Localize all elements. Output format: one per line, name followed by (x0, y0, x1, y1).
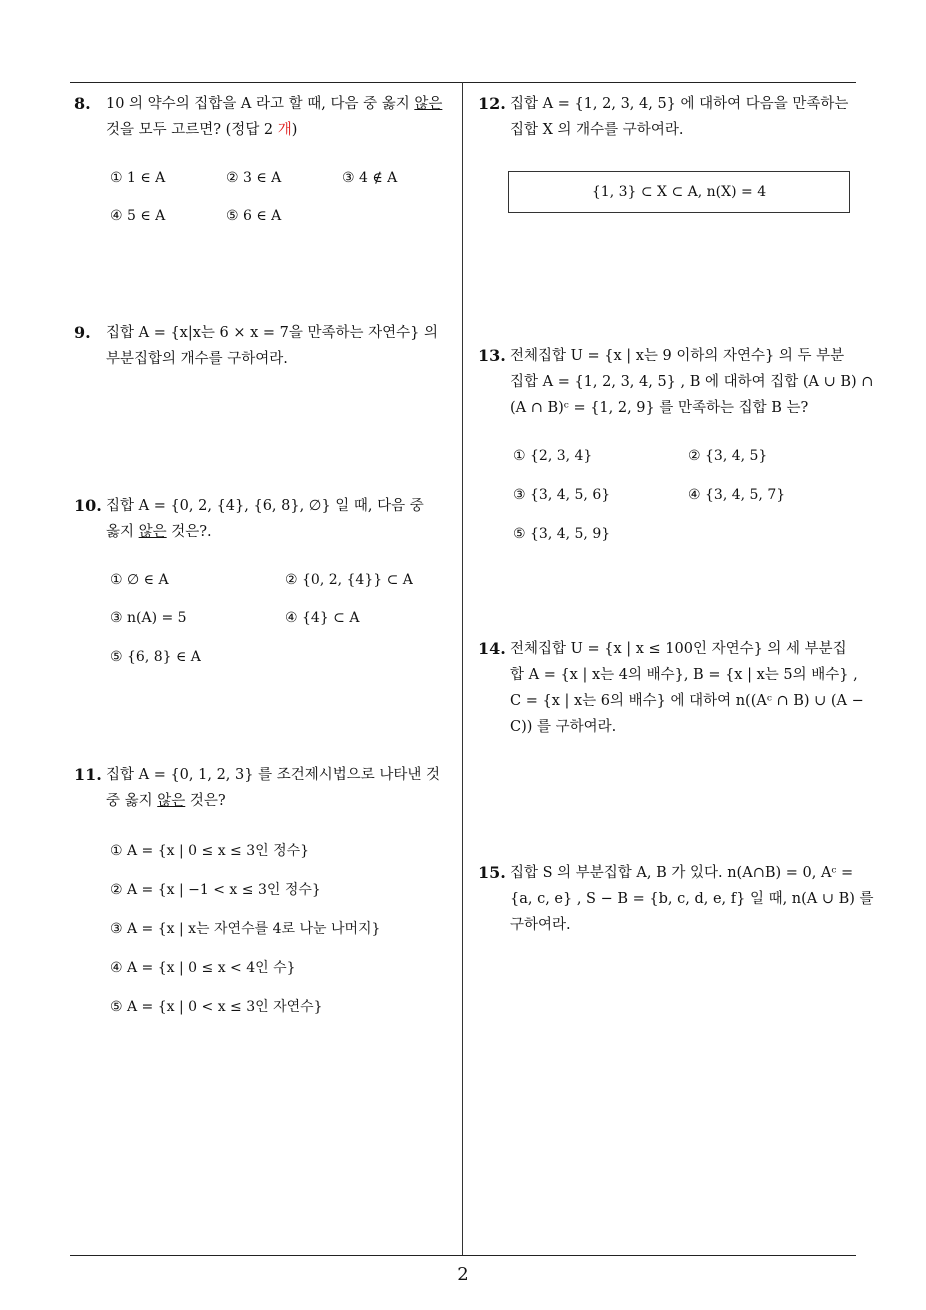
question-stem: 집합 A = {0, 1, 2, 3} 를 조건제시법으로 나타낸 것 중 옳지 않은 것은? (106, 767, 440, 809)
question-stem: 집합 A = {x|x는 6 × x = 7을 만족하는 자연수} 의 부분집합의 개수를 구하여라. (106, 325, 439, 367)
option[interactable]: ① {2, 3, 4} (513, 448, 593, 464)
option[interactable]: ⑤ {6, 8} ∈ A (110, 649, 201, 665)
question-number: 13. (478, 346, 506, 365)
question-stem: 전체집합 U = {x | x는 9 이하의 자연수} 의 두 부분 집합 A = {1, 2, 3, 4, 5} , B 에 대하여 집합 (A ∪ B) ∩ (A ∩ B)ᶜ = {1, 2, 9} 를 만족하는 집합 B 는? (510, 348, 874, 416)
option[interactable]: ② 3 ∈ A (226, 170, 282, 186)
question-13 (478, 343, 874, 421)
top-rule (70, 82, 856, 83)
option[interactable]: ⑤ 6 ∈ A (226, 208, 282, 224)
question-8 (74, 91, 460, 143)
option[interactable]: ① ∅ ∈ A (110, 572, 169, 588)
column-divider (462, 82, 463, 1256)
question-stem: 집합 S 의 부분집합 A, B 가 있다. n(A∩B) = 0, Aᶜ = {a, c, e} , S − B = {b, c, d, e, f} 일 때, n(A ∪ B) 를 구하여라. (510, 865, 874, 933)
question-number: 14. (478, 639, 506, 658)
question-number: 10. (74, 496, 102, 515)
option[interactable]: ⑤ {3, 4, 5, 9} (513, 526, 611, 542)
option[interactable]: ③ A = {x | x는 자연수를 4로 나눈 나머지} (110, 921, 381, 937)
option[interactable]: ③ 4 ∉ A (342, 170, 398, 186)
question-12 (478, 91, 862, 143)
option[interactable]: ① A = {x | 0 ≤ x ≤ 3인 정수} (110, 843, 310, 859)
option[interactable]: ④ {4} ⊂ A (285, 610, 360, 626)
page-number: 2 (457, 1264, 469, 1285)
question-10 (74, 493, 460, 545)
bottom-rule (70, 1255, 856, 1256)
question-number: 15. (478, 863, 506, 882)
option[interactable]: ④ A = {x | 0 ≤ x < 4인 수} (110, 960, 296, 976)
question-stem: 집합 A = {0, 2, {4}, {6, 8}, ∅} 일 때, 다음 중 옳지 않은 것은?. (106, 498, 424, 540)
question-number: 9. (74, 323, 91, 342)
option[interactable]: ① 1 ∈ A (110, 170, 166, 186)
option[interactable]: ③ n(A) = 5 (110, 610, 187, 626)
question-stem: 집합 A = {1, 2, 3, 4, 5} 에 대하여 다음을 만족하는 집합 X 의 개수를 구하여라. (510, 96, 849, 138)
option[interactable]: ④ {3, 4, 5, 7} (688, 487, 786, 503)
question-11 (74, 762, 460, 814)
question-stem: 10 의 약수의 집합을 A 라고 할 때, 다음 중 옳지 않은 것을 모두 고르면? (정답 2 개) (106, 96, 443, 138)
question-14 (478, 636, 862, 740)
question-15 (478, 860, 874, 938)
question-number: 8. (74, 94, 91, 113)
option[interactable]: ③ {3, 4, 5, 6} (513, 487, 611, 503)
option[interactable]: ② {3, 4, 5} (688, 448, 768, 464)
condition-box: {1, 3} ⊂ X ⊂ A, n(X) = 4 (508, 171, 850, 213)
option[interactable]: ④ 5 ∈ A (110, 208, 166, 224)
question-number: 11. (74, 765, 102, 784)
option[interactable]: ② {0, 2, {4}} ⊂ A (285, 572, 413, 588)
option[interactable]: ⑤ A = {x | 0 < x ≤ 3인 자연수} (110, 999, 323, 1015)
question-stem: 전체집합 U = {x | x ≤ 100인 자연수} 의 세 부분집 합 A = {x | x는 4의 배수}, B = {x | x는 5의 배수} , C = {x | x는 6의 배수} 에 대하여 n((Aᶜ ∩ B) ∪ (A − C)) 를 구하여라. (510, 641, 864, 735)
option[interactable]: ② A = {x | −1 < x ≤ 3인 정수} (110, 882, 321, 898)
question-9 (74, 320, 460, 372)
question-number: 12. (478, 94, 506, 113)
